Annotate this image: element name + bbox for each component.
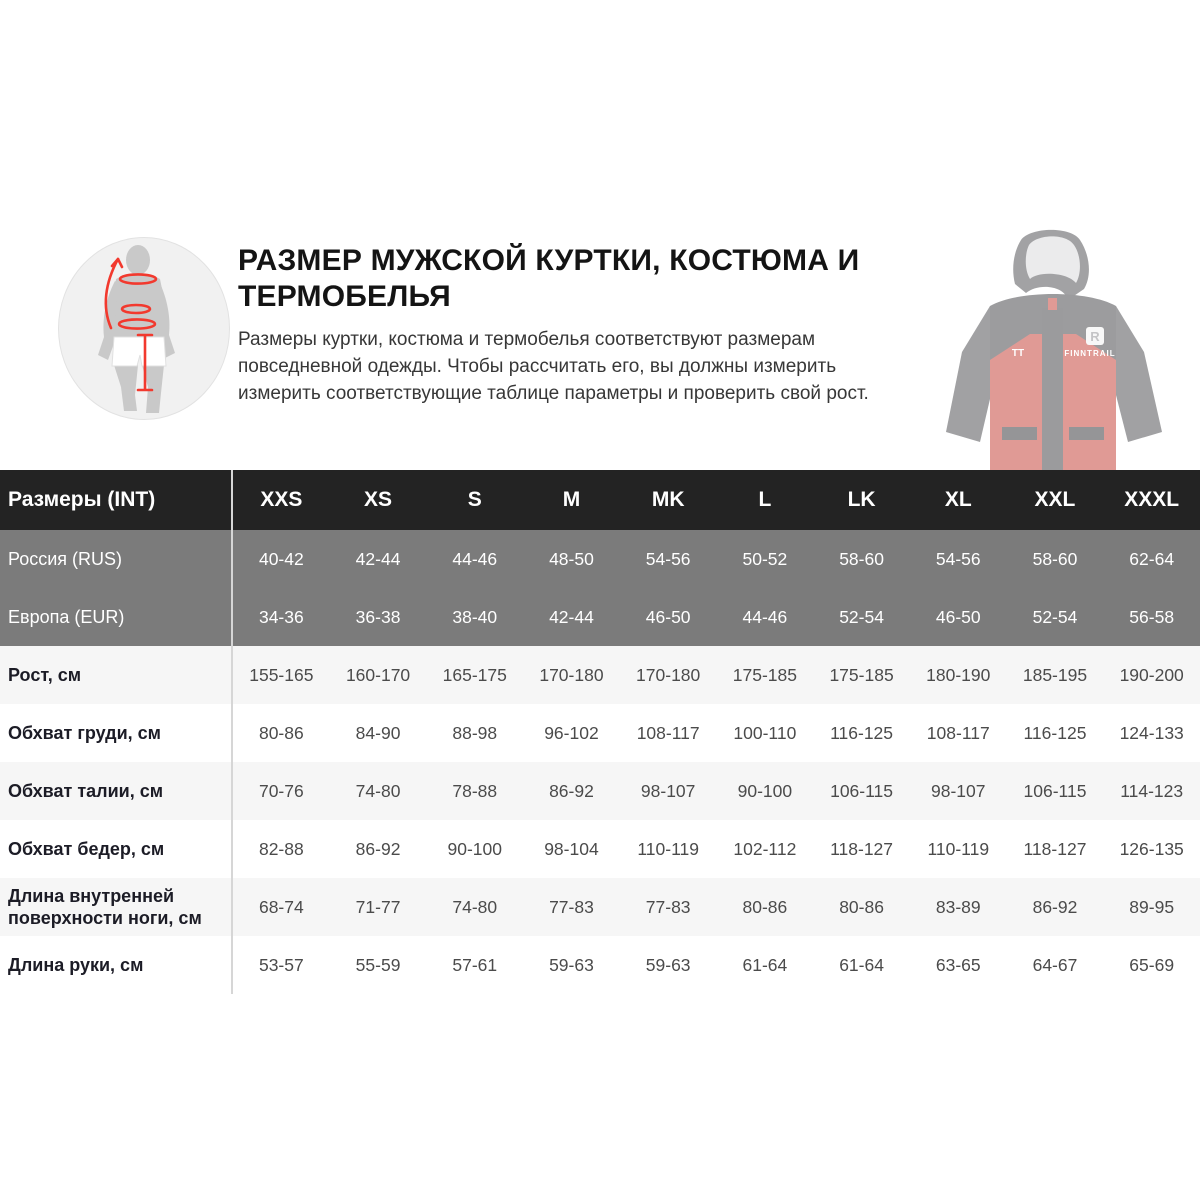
- size-value-cell: 114-123: [1120, 780, 1184, 801]
- size-value-cell: 74-80: [452, 896, 498, 917]
- page-description: Размеры куртки, костюма и термобелья соответствуют размерам повседневной одежды. Чтобы рассчитать его, вы должны измерить измерить соответствующие таблице параметры и проверить свой рост.: [238, 329, 869, 404]
- size-value-cell: 63-65: [935, 954, 981, 975]
- size-value-cell: 86-92: [549, 780, 594, 801]
- body-measurements-icon: [58, 237, 230, 420]
- size-value-cell: 71-77: [355, 896, 401, 917]
- size-column-header: XXXL: [1124, 488, 1180, 511]
- size-column-header: XXS: [260, 488, 303, 511]
- size-column-header: LK: [847, 488, 876, 511]
- size-value-cell: 98-107: [931, 780, 986, 801]
- size-value-cell: 110-119: [927, 838, 990, 859]
- row-label: Россия (RUS): [0, 530, 233, 588]
- size-value-cell: 38-40: [452, 606, 498, 627]
- size-value-cell: 52-54: [1032, 606, 1078, 627]
- page-title: РАЗМЕР МУЖСКОЙ КУРТКИ, КОСТЮМА И ТЕРМОБЕЛЬЯ: [238, 244, 860, 313]
- size-value-cell: 116-125: [830, 722, 894, 743]
- jacket-logo-r: R: [1090, 329, 1100, 344]
- size-value-cell: 180-190: [926, 664, 991, 685]
- int-sizes-corner-label: Размеры (INT): [0, 470, 233, 530]
- size-value-cell: 56-58: [1129, 606, 1175, 627]
- size-value-cell: 61-64: [839, 954, 884, 975]
- size-value-cell: 44-46: [452, 548, 498, 569]
- size-value-cell: 185-195: [1022, 664, 1088, 685]
- size-value-cell: 106-115: [1023, 780, 1087, 801]
- size-column-header: XS: [364, 488, 393, 511]
- row-label: Обхват груди, см: [0, 704, 233, 762]
- size-value-cell: 42-44: [355, 548, 401, 569]
- size-value-cell: 59-63: [645, 954, 691, 975]
- size-value-cell: 65-69: [1129, 954, 1175, 975]
- size-column-header: S: [467, 488, 482, 511]
- row-label: Рост, см: [0, 646, 233, 704]
- jacket-product-image: [918, 224, 1188, 470]
- size-value-cell: 52-54: [839, 606, 884, 627]
- size-value-cell: 82-88: [258, 838, 304, 859]
- size-value-cell: 55-59: [355, 954, 401, 975]
- size-value-cell: 36-38: [355, 606, 401, 627]
- size-value-cell: 108-117: [636, 722, 700, 743]
- size-column-header: XL: [944, 488, 972, 511]
- size-value-cell: 74-80: [355, 780, 401, 801]
- size-value-cell: 78-88: [452, 780, 498, 801]
- table-row: [0, 704, 1200, 762]
- size-value-cell: 77-83: [645, 896, 691, 917]
- table-row: [0, 820, 1200, 878]
- size-value-cell: 58-60: [1032, 548, 1078, 569]
- size-value-cell: 34-36: [258, 606, 304, 627]
- size-value-cell: 124-133: [1119, 722, 1184, 743]
- size-value-cell: 84-90: [355, 722, 401, 743]
- size-value-cell: 100-110: [733, 722, 797, 743]
- size-column-header: M: [562, 488, 581, 511]
- size-value-cell: 106-115: [830, 780, 894, 801]
- header-section: [0, 0, 1200, 470]
- size-value-cell: 83-89: [935, 896, 981, 917]
- row-label: Длина внутренней поверхности ноги, см: [0, 878, 233, 936]
- size-value-cell: 59-63: [549, 954, 594, 975]
- size-column-header: MK: [651, 488, 685, 511]
- size-value-cell: 70-76: [258, 780, 304, 801]
- size-value-cell: 96-102: [544, 722, 599, 743]
- size-value-cell: 126-135: [1119, 838, 1184, 859]
- size-value-cell: 50-52: [742, 548, 788, 569]
- size-value-cell: 160-170: [345, 664, 411, 685]
- size-value-cell: 58-60: [839, 548, 884, 569]
- size-value-cell: 170-180: [636, 664, 701, 685]
- row-label: Европа (EUR): [0, 588, 233, 646]
- size-value-cell: 46-50: [935, 606, 981, 627]
- table-row: [0, 762, 1200, 820]
- size-value-cell: 80-86: [258, 722, 304, 743]
- size-value-cell: 61-64: [742, 954, 788, 975]
- table-row: [0, 588, 1200, 646]
- table-row: [0, 646, 1200, 704]
- size-value-cell: 98-107: [640, 780, 696, 801]
- table-row: [0, 878, 1200, 936]
- size-column-header: XXL: [1034, 488, 1076, 511]
- size-value-cell: 170-180: [539, 664, 604, 685]
- table-row: [0, 530, 1200, 588]
- size-value-cell: 54-56: [645, 548, 691, 569]
- row-label: Обхват талии, см: [0, 762, 233, 820]
- size-value-cell: 89-95: [1129, 896, 1175, 917]
- size-value-cell: 53-57: [258, 954, 304, 975]
- size-value-cell: 102-112: [733, 838, 797, 859]
- size-value-cell: 40-42: [258, 548, 304, 569]
- size-value-cell: 80-86: [839, 896, 884, 917]
- size-value-cell: 54-56: [935, 548, 981, 569]
- size-value-cell: 98-104: [544, 838, 599, 859]
- size-value-cell: 175-185: [829, 664, 894, 685]
- size-value-cell: 80-86: [742, 896, 788, 917]
- size-value-cell: 165-175: [442, 664, 507, 685]
- size-value-cell: 64-67: [1032, 954, 1078, 975]
- row-label: Длина руки, см: [0, 936, 233, 994]
- size-value-cell: 116-125: [1023, 722, 1087, 743]
- size-value-cell: 86-92: [355, 838, 401, 859]
- size-value-cell: 118-127: [1023, 838, 1087, 859]
- size-value-cell: 77-83: [549, 896, 594, 917]
- size-value-cell: 90-100: [447, 838, 502, 859]
- size-value-cell: 86-92: [1032, 896, 1078, 917]
- size-value-cell: 108-117: [926, 722, 990, 743]
- size-value-cell: 62-64: [1129, 548, 1175, 569]
- jacket-tt-mark: ТТ: [1011, 348, 1025, 359]
- size-value-cell: 57-61: [452, 954, 498, 975]
- size-value-cell: 88-98: [452, 722, 498, 743]
- size-value-cell: 44-46: [742, 606, 788, 627]
- size-value-cell: 90-100: [737, 780, 793, 801]
- size-value-cell: 48-50: [549, 548, 594, 569]
- size-table: [0, 470, 1200, 994]
- size-value-cell: 110-119: [637, 838, 699, 859]
- row-label: Обхват бедер, см: [0, 820, 233, 878]
- table-row: [0, 936, 1200, 994]
- size-value-cell: 46-50: [645, 606, 691, 627]
- size-value-cell: 155-165: [249, 664, 314, 685]
- size-table-header-row: [0, 470, 1200, 530]
- size-column-header: L: [758, 488, 772, 511]
- jacket-brand-text: FINNTRAIL: [1064, 349, 1116, 358]
- size-value-cell: 42-44: [549, 606, 594, 627]
- size-value-cell: 175-185: [732, 664, 797, 685]
- size-value-cell: 68-74: [258, 896, 304, 917]
- size-value-cell: 118-127: [830, 838, 894, 859]
- size-value-cell: 190-200: [1119, 664, 1184, 685]
